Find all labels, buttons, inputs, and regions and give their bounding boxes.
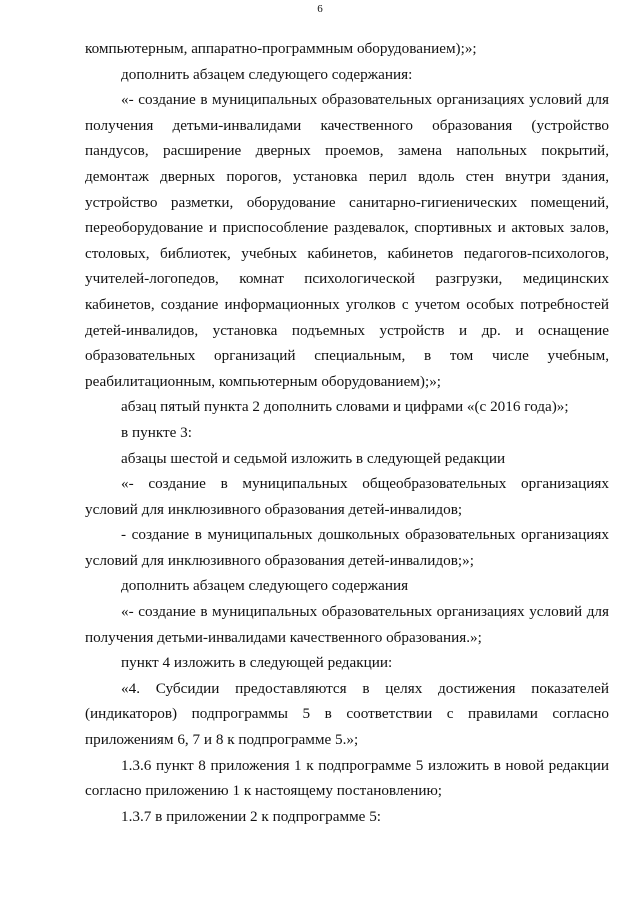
paragraph: «- создание в муниципальных образовательных организациях условий для получения детьми-инвалидами качественного образования.»;	[85, 603, 609, 646]
paragraph: дополнить абзацем следующего содержания:	[121, 65, 413, 83]
paragraph: «4. Субсидии предоставляются в целях достижения показателей (индикаторов) подпрограммы 5 в соответствии с правилами согласно приложениям 6, 7 и 8 к подпрограмме 5.»;	[85, 679, 609, 749]
paragraph: абзацы шестой и седьмой изложить в следующей редакции	[121, 449, 506, 467]
paragraph: в пункте 3:	[121, 423, 192, 441]
paragraph: пункт 4 изложить в следующей редакции:	[121, 654, 393, 672]
paragraph: 1.3.7 в приложении 2 к подпрограмме 5:	[121, 807, 382, 825]
paragraph: - создание в муниципальных дошкольных образовательных организациях условий для инклюзивного образования детей-инвалидов;»;	[85, 526, 609, 569]
paragraph: «- создание в муниципальных общеобразовательных организациях условий для инклюзивного образования детей-инвалидов;	[85, 475, 609, 518]
page-number: 6	[317, 3, 323, 15]
paragraph: «- создание в муниципальных образовательных организациях условий для получения детьми-инвалидами качественного образования (устройство пандусов, расширение дверных проемов, замена напольных покрытий, демонтаж дверных порогов, установка перил вдоль стен внутри здания, устройство разметки, оборудование санитарно-гигиенических помещений, переоборудование и приспособление раздевалок, спортивных и актовых залов, столовых, библиотек, учебных кабинетов, кабинетов педагогов-психологов, учителей-логопедов, комнат психологической разгрузки, медицинских кабинетов, создание информационных уголков с учетом особых потребностей детей-инвалидов, установка подъемных устройств и др. и оснащение образовательных организаций специальным, в том числе учебным, реабилитационным, компьютерным оборудованием);»;	[85, 91, 609, 390]
paragraph: 1.3.6 пункт 8 приложения 1 к подпрограмме 5 изложить в новой редакции согласно приложению 1 к настоящему постановлению;	[85, 756, 609, 800]
paragraph: абзац пятый пункта 2 дополнить словами и цифрами «(с 2016 года)»;	[121, 398, 569, 416]
document-body	[85, 36, 609, 829]
paragraph: компьютерным, аппаратно-программным оборудованием);»;	[85, 40, 477, 57]
paragraph: дополнить абзацем следующего содержания	[121, 577, 409, 595]
